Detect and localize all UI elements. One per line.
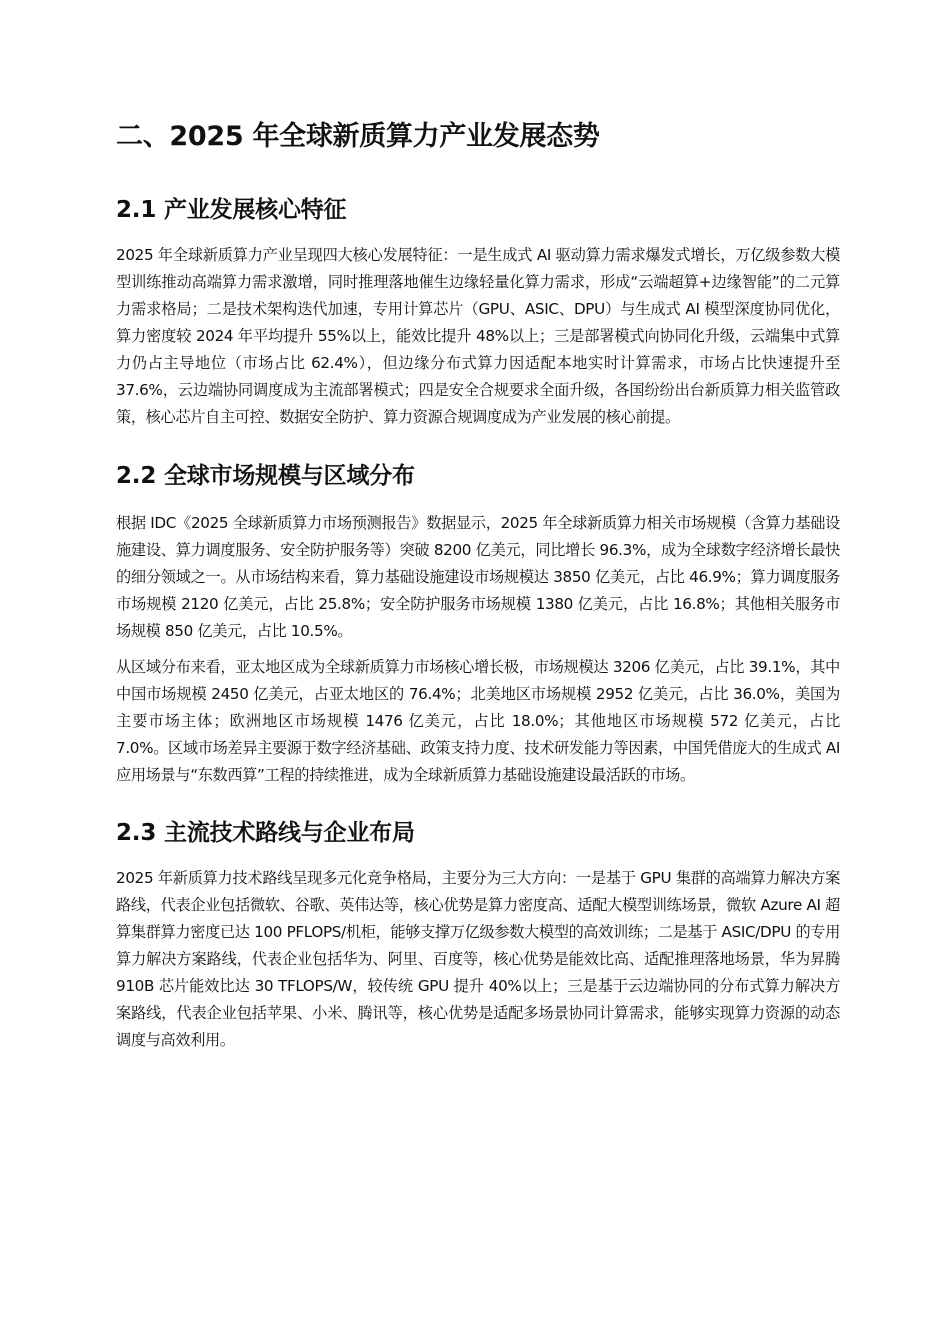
- paragraph-core-features: 2025 年全球新质算力产业呈现四大核心发展特征：一是生成式 AI 驱动算力需求爆发式增长，万亿级参数大模型训练推动高端算力需求激增，同时推理落地催生边缘轻量化算力需求，形成“云端超算+边缘智能”的二元算力需求格局；二是技术架构迭代加速，专用计算芯片（GPU、ASIC、DPU）与生成式 AI 模型深度协同优化，算力密度较 2024 年平均提升 55%以上，能效比提升 48%以上；三是部署模式向协同化升级，云端集中式算力仍占主导地位（市场占比 62.4%），但边缘分布式算力因适配本地实时计算需求，市场占比快速提升至 37.6%，云边端协同调度成为主流部署模式；四是安全合规要求全面升级，各国纷纷出台新质算力相关监管政策，核心芯片自主可控、数据安全防护、算力资源合规调度成为产业发展的核心前提。: [116, 246, 840, 426]
- section-title: 二、2025 年全球新质算力产业发展态势: [116, 121, 600, 152]
- paragraph-technology-routes: 2025 年新质算力技术路线呈现多元化竞争格局，主要分为三大方向：一是基于 GPU 集群的高端算力解决方案路线，代表企业包括微软、谷歌、英伟达等，核心优势是算力密度高、适配大模型训练场景，微软 Azure AI 超算集群算力密度已达 100 PFLOPS/机柜，能够支撑万亿级参数大模型的高效训练；二是基于 ASIC/DPU 的专用算力解决方案路线，代表企业包括华为、阿里、百度等，核心优势是能效比高、适配推理落地场景，华为昇腾 910B 芯片能效比达 30 TFLOPS/W，较传统 GPU 提升 40%以上；三是基于云边端协同的分布式算力解决方案路线，代表企业包括苹果、小米、腾讯等，核心优势是适配多场景协同计算需求，能够实现算力资源的动态调度与高效利用。: [116, 869, 840, 1049]
- document-page: [116, 112, 840, 1054]
- paragraph-regional-distribution: 从区域分布来看，亚太地区成为全球新质算力市场核心增长极，市场规模达 3206 亿美元，占比 39.1%，其中中国市场规模 2450 亿美元，占亚太地区的 76.4%；北美地区市场规模 2952 亿美元，占比 36.0%，美国为主要市场主体；欧洲地区市场规模 1476 亿美元，占比 18.0%；其他地区市场规模 572 亿美元，占比 7.0%。区域市场差异主要源于数字经济基础、政策支持力度、技术研发能力等因素，中国凭借庞大的生成式 AI 应用场景与“东数西算”工程的持续推进，成为全球新质算力基础设施建设最活跃的市场。: [116, 658, 840, 784]
- paragraph-market-size: 根据 IDC《2025 全球新质算力市场预测报告》数据显示，2025 年全球新质算力相关市场规模（含算力基础设施建设、算力调度服务、安全防护服务等）突破 8200 亿美元，同比增长 96.3%，成为全球数字经济增长最快的细分领域之一。从市场结构来看，算力基础设施建设市场规模达 3850 亿美元，占比 46.9%；算力调度服务市场规模 2120 亿美元，占比 25.8%；安全防护服务市场规模 1380 亿美元，占比 16.8%；其他相关服务市场规模 850 亿美元，占比 10.5%。: [116, 514, 840, 640]
- subsection-heading-2-3: 2.3 主流技术路线与企业布局: [116, 820, 415, 846]
- subsection-heading-2-2: 2.2 全球市场规模与区域分布: [116, 463, 415, 489]
- subsection-heading-2-1: 2.1 产业发展核心特征: [116, 197, 347, 223]
